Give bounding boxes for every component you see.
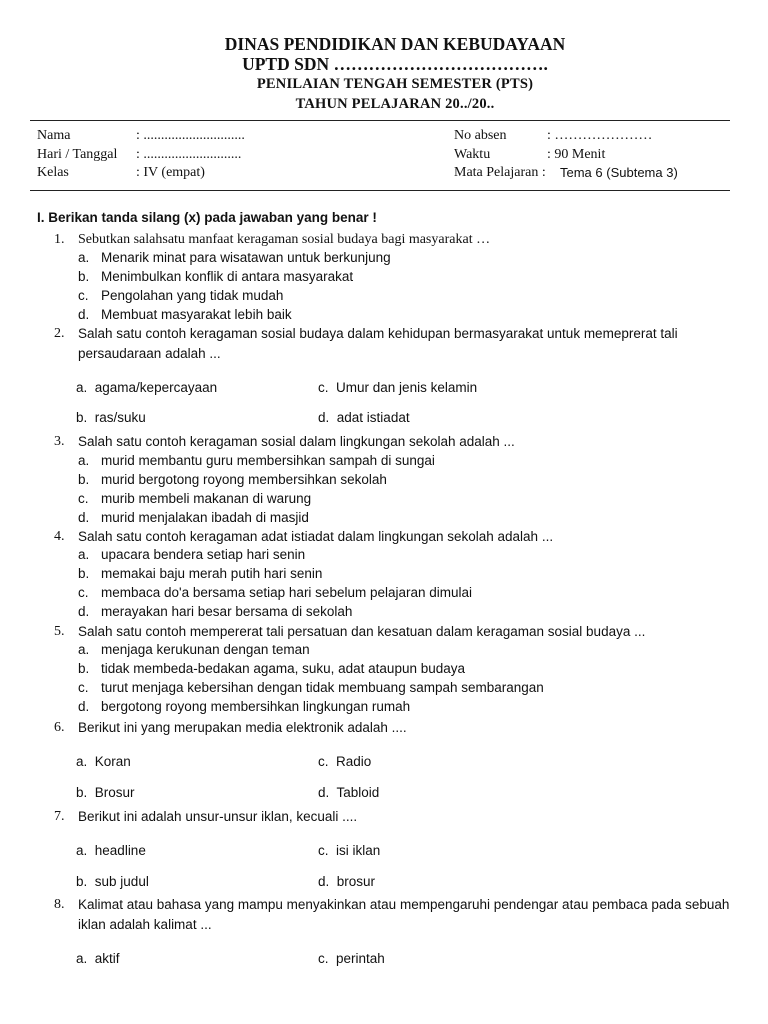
header-school: UPTD SDN ………………………………. (242, 54, 548, 74)
option-a[interactable] (76, 378, 217, 397)
option-text: adat istiadat (336, 410, 410, 425)
option-letter: a. (76, 380, 88, 395)
question-2 (54, 324, 734, 363)
option-b[interactable] (78, 659, 728, 678)
option-letter: d. (318, 785, 330, 800)
option-d[interactable] (78, 602, 728, 621)
option-c[interactable] (318, 378, 477, 397)
question-number: 7. (54, 809, 65, 824)
option-letter: c. (318, 951, 329, 966)
hari-label: Hari / Tanggal (37, 146, 118, 162)
option-b[interactable] (76, 783, 135, 802)
option-b[interactable] (78, 267, 728, 286)
option-text: sub judul (94, 874, 149, 889)
option-letter: d. (78, 307, 90, 322)
option-text: Radio (336, 754, 372, 769)
mapel-label: Mata Pelajaran : (454, 165, 546, 180)
question-text: Sebutkan salahsatu manfaat keragaman sosial budaya bagi masyarakat … (78, 232, 491, 247)
question-8 (54, 895, 734, 934)
option-text: Membuat masyarakat lebih baik (101, 307, 292, 322)
option-a[interactable] (78, 451, 728, 470)
question-text: Salah satu contoh keragaman sosial dalam lingkungan sekolah adalah ... (78, 434, 515, 449)
option-a[interactable] (76, 841, 146, 860)
option-a[interactable] (76, 949, 120, 968)
absen-field[interactable]: : ………………… (547, 128, 653, 143)
section-instruction: I. Berikan tanda silang (x) pada jawaban yang benar ! (37, 210, 377, 225)
option-a[interactable] (76, 752, 131, 771)
option-text: membaca do'a bersama setiap hari sebelum pelajaran dimulai (101, 585, 473, 600)
option-text: Brosur (94, 785, 135, 800)
question-6 (54, 718, 734, 738)
option-letter: d. (318, 410, 330, 425)
option-letter: a. (76, 951, 88, 966)
waktu-label: Waktu (454, 146, 491, 162)
option-text: tidak membeda-bedakan agama, suku, adat ataupun budaya (101, 661, 466, 676)
option-a[interactable] (78, 248, 728, 267)
option-letter: d. (78, 699, 90, 714)
option-a[interactable] (78, 545, 728, 564)
option-text: headline (94, 843, 146, 858)
question-text: Berikut ini adalah unsur-unsur iklan, kecuali .... (78, 809, 358, 824)
question-3-options (78, 451, 728, 527)
mapel-value: Tema 6 (Subtema 3) (560, 165, 678, 180)
option-text: Tabloid (336, 785, 380, 800)
option-text: brosur (336, 874, 376, 889)
option-b[interactable] (76, 872, 149, 891)
option-text: agama/kepercayaan (94, 380, 218, 395)
option-text: aktif (94, 951, 120, 966)
question-number: 6. (54, 720, 65, 735)
option-letter: b. (78, 566, 90, 581)
option-letter: c. (318, 843, 329, 858)
option-letter: a. (78, 250, 90, 265)
option-text: murid bergotong royong membersihkan sekolah (101, 472, 387, 487)
option-c[interactable] (318, 752, 371, 771)
option-text: bergotong royong membersihkan lingkungan rumah (101, 699, 411, 714)
question-number: 2. (54, 326, 65, 341)
nama-field[interactable]: : ............................. (136, 128, 245, 143)
option-c[interactable] (318, 949, 385, 968)
option-text: murib membeli makanan di warung (101, 491, 312, 506)
option-letter: a. (78, 453, 90, 468)
option-letter: d. (78, 510, 90, 525)
option-text: Pengolahan yang tidak mudah (101, 288, 284, 303)
option-letter: b. (76, 410, 88, 425)
option-letter: a. (78, 642, 90, 657)
option-text: Umur dan jenis kelamin (336, 380, 478, 395)
option-c[interactable] (78, 286, 728, 305)
option-d[interactable] (318, 408, 410, 427)
option-d[interactable] (78, 508, 728, 527)
option-letter: b. (78, 472, 90, 487)
hari-field[interactable]: : ............................ (136, 146, 242, 162)
option-d[interactable] (318, 872, 375, 891)
question-7 (54, 807, 734, 827)
option-c[interactable] (78, 583, 728, 602)
option-letter: b. (76, 874, 88, 889)
question-number: 1. (54, 232, 65, 247)
option-text: Menarik minat para wisatawan untuk berkunjung (101, 250, 391, 265)
option-text: Koran (94, 754, 131, 769)
option-letter: c. (78, 288, 89, 303)
exam-header (0, 34, 768, 114)
divider-top (30, 120, 730, 121)
option-text: murid membantu guru membersihkan sampah di sungai (101, 453, 435, 468)
question-text: Salah satu contoh keragaman adat istiadat dalam lingkungan sekolah adalah ... (78, 529, 554, 544)
kelas-label: Kelas (37, 165, 69, 180)
kelas-value: : IV (empat) (136, 165, 205, 180)
option-text: perintah (336, 951, 385, 966)
question-5-options (78, 640, 728, 716)
option-text: murid menjalakan ibadah di masjid (101, 510, 309, 525)
question-text: Berikut ini yang merupakan media elektronik adalah .... (78, 720, 407, 735)
identity-row-3 (37, 165, 727, 184)
question-number: 5. (54, 624, 65, 639)
question-3 (54, 432, 734, 452)
option-letter: b. (78, 661, 90, 676)
option-letter: c. (318, 380, 329, 395)
option-letter: c. (78, 491, 89, 506)
option-text: upacara bendera setiap hari senin (101, 547, 306, 562)
identity-row-1 (37, 128, 727, 147)
question-number: 8. (54, 897, 65, 912)
question-1 (54, 230, 734, 250)
option-c[interactable] (318, 841, 380, 860)
option-text: isi iklan (336, 843, 381, 858)
question-number: 3. (54, 434, 65, 449)
header-school-year: TAHUN PELAJARAN 20../20.. (295, 96, 495, 112)
option-text: menjaga kerukunan dengan teman (101, 642, 310, 657)
option-letter: c. (318, 754, 329, 769)
question-4-options (78, 545, 728, 621)
option-letter: a. (76, 754, 88, 769)
option-b[interactable] (78, 470, 728, 489)
question-number: 4. (54, 529, 65, 544)
option-text: ras/suku (94, 410, 146, 425)
absen-label: No absen (454, 128, 507, 143)
divider-bottom (30, 190, 730, 191)
student-identity (37, 128, 727, 184)
option-a[interactable] (78, 640, 728, 659)
waktu-value: : 90 Menit (547, 146, 606, 162)
option-letter: d. (318, 874, 330, 889)
option-letter: c. (78, 680, 89, 695)
option-text: turut menjaga kebersihan dengan tidak membuang sampah sembarangan (101, 680, 544, 695)
option-letter: b. (78, 269, 90, 284)
option-letter: d. (78, 604, 90, 619)
option-text: Menimbulkan konflik di antara masyarakat (101, 269, 354, 284)
option-letter: a. (76, 843, 88, 858)
option-d[interactable] (78, 697, 728, 716)
question-text: Kalimat atau bahasa yang mampu menyakinkan atau mempengaruhi pendengar atau pembaca pada sebuah iklan adalah kalimat ... (78, 897, 730, 932)
option-d[interactable] (78, 305, 728, 324)
option-letter: a. (78, 547, 90, 562)
option-b[interactable] (76, 408, 146, 427)
nama-label: Nama (37, 128, 71, 143)
header-exam-title: PENILAIAN TENGAH SEMESTER (PTS) (256, 76, 534, 92)
question-text: Salah satu contoh mempererat tali persatuan dan kesatuan dalam keragaman sosial budaya ... (78, 624, 646, 639)
option-letter: b. (76, 785, 88, 800)
header-agency: DINAS PENDIDIKAN DAN KEBUDAYAAN (224, 34, 566, 54)
option-d[interactable] (318, 783, 379, 802)
option-b[interactable] (78, 564, 728, 583)
question-4 (54, 527, 734, 547)
option-text: memakai baju merah putih hari senin (101, 566, 323, 581)
option-letter: c. (78, 585, 89, 600)
option-text: merayakan hari besar bersama di sekolah (101, 604, 353, 619)
question-5 (54, 622, 734, 642)
question-text: Salah satu contoh keragaman sosial budaya dalam kehidupan bermasyarakat untuk memeprerat tali persaudaraan adalah ... (78, 326, 678, 361)
question-1-options (78, 248, 728, 324)
option-c[interactable] (78, 489, 728, 508)
option-c[interactable] (78, 678, 728, 697)
identity-row-2 (37, 147, 727, 166)
